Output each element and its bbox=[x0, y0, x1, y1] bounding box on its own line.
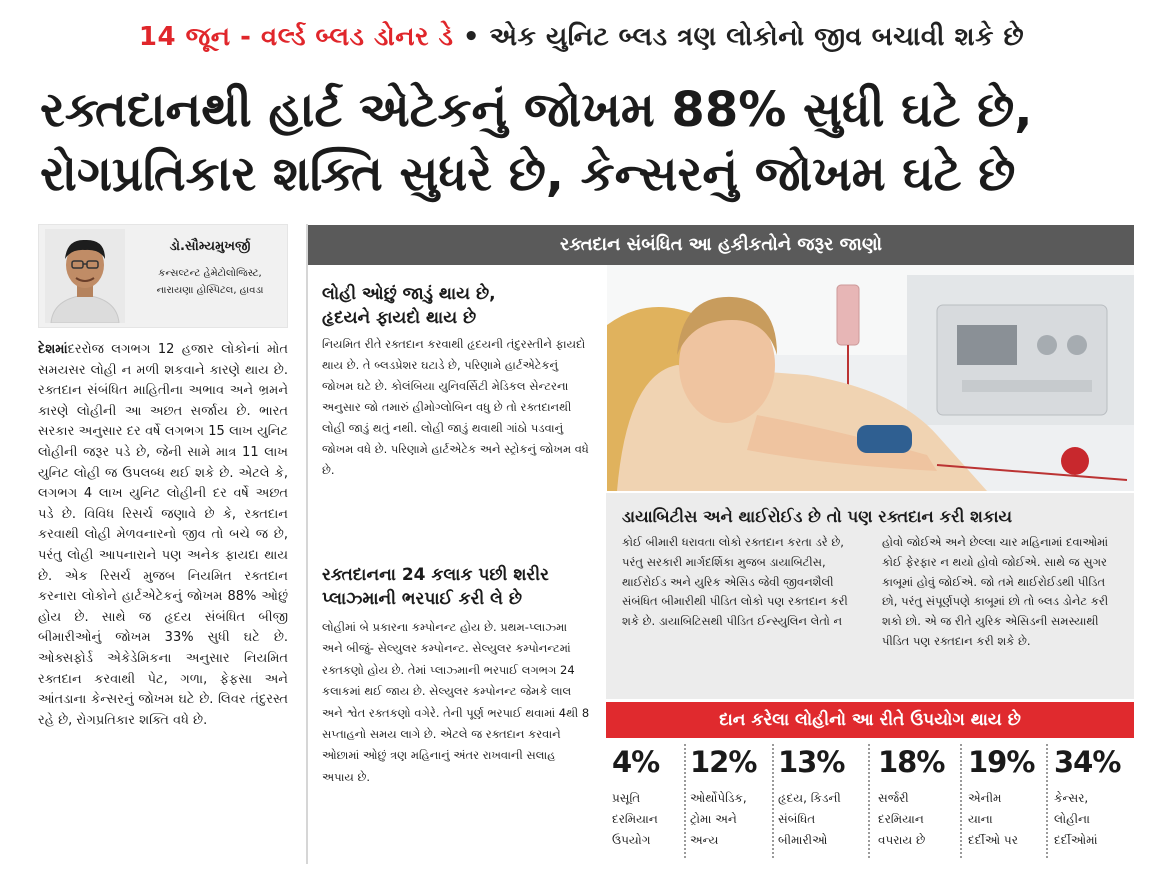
section-plasma-heading-1: રક્તદાનના 24 કલાક પછી શરીર bbox=[322, 565, 549, 585]
author-name: ડો.સૌમ્યમુખર્જી bbox=[169, 239, 251, 254]
stat-divider bbox=[868, 744, 870, 858]
section-plasma-body: લોહીમાં બે પ્રકારના કમ્પોનન્ટ હોય છે. પ્રથમ-પ્લાઝ્મા અને બીજું- સેલ્યુલર કમ્પોનન્ટ. સેલ્યુલર કમ્પોનન્ટમાં રક્તકણો હોય છે. તેમાં પ્લાઝ્માની ભરપાઈ લગભગ 24 કલાકમાં થઈ જાય છે. સેલ્યુલર કમ્પોનન્ટ જેમકે લાલ અને શ્વેત રક્તકણો વગેરે. તેની પૂર્ણ ભરપાઈ થવામાં 4થી 8 સપ્તાહનો સમય લાગે છે. એટલે જ રક્તદાન કરવાને ઓછામાં ઓછું ત્રણ મહિનાનું અંતર રાખવાની સલાહ અપાય છે. bbox=[322, 620, 590, 784]
usage-stat-label-2: દરમિયાન bbox=[878, 812, 924, 826]
stat-divider bbox=[684, 744, 686, 858]
blood-donation-photo bbox=[607, 265, 1134, 491]
usage-stat bbox=[778, 740, 862, 851]
section-thin-blood-heading-2: હૃદયને ફાયદો થાય છે bbox=[322, 308, 477, 328]
tagline-bullet: • bbox=[462, 22, 481, 52]
author-box bbox=[38, 224, 288, 328]
column-divider bbox=[306, 224, 308, 864]
usage-stat-label-1: કેન્સર, bbox=[1054, 791, 1089, 805]
usage-heading: દાન કરેલા લોહીનો આ રીતે ઉપયોગ થાય છે bbox=[606, 702, 1134, 738]
headline-line-2: રોગપ્રતિકાર શક્તિ સુધરે છે, કેન્સરનું જોખમ ઘટે છે bbox=[40, 146, 1016, 202]
usage-stat-label-2: દરમિયાન bbox=[612, 812, 658, 826]
author-title-line-2: નારાયણા હોસ્પિટલ, હાવડા bbox=[156, 285, 264, 296]
tagline-text: એક યુનિટ બ્લડ ત્રણ લોકોનો જીવ બચાવી શકે છે bbox=[489, 22, 1025, 52]
diabetes-text-col-1: કોઈ બીમારી ધરાવતા લોકો રક્તદાન કરતા ડરે છે, પરંતુ સરકારી માર્ગદર્શિકા મુજબ ડાયાબિટીસ, થાઈરોઈડ અને યુરિક એસિડ જેવી જીવનશૈલી સંબંધિત બીમારીથી પીડિત લોકો પણ રક્તદાન કરી શકે છે. ડાયાબિટિસથી પીડિત ઈન્સ્યુલિન લેતો ન bbox=[622, 535, 848, 629]
usage-stat-label-3: વપરાય છે bbox=[878, 833, 926, 847]
usage-stat-label-1: સર્જરી bbox=[878, 791, 909, 805]
diabetes-box bbox=[606, 493, 1134, 699]
top-tagline bbox=[0, 22, 1163, 53]
usage-stat-percent: 34% bbox=[1054, 745, 1121, 779]
author-title bbox=[135, 265, 285, 299]
usage-stat-label-2: લોહીના bbox=[1054, 812, 1090, 826]
usage-stat-label-1: પ્રસૂતિ bbox=[612, 791, 641, 805]
usage-stat-label-2: યાના bbox=[968, 812, 993, 826]
page-title bbox=[40, 78, 1130, 206]
stat-divider bbox=[960, 744, 962, 858]
usage-stat-percent: 19% bbox=[968, 745, 1035, 779]
author-title-line-1: કન્સલ્ટન્ટ હેમેટોલોજિસ્ટ, bbox=[158, 268, 262, 279]
intro-body: દરરોજ લગભગ 12 હજાર લોકોનાં મોત સમયસર લોહી ન મળી શકવાને કારણે થાય છે. રક્તદાન સંબંધિત માહિતીના અભાવ અને ભ્રમને કારણે લોહીની આ અછત સર્જાય છે. ભારત સરકાર અનુસાર દર વર્ષે લગભગ 15 લાખ યુનિટ લોહીની જરૂર પડે છે, જેની સામે માત્ર 11 લાખ યુનિટ લોહી જ ઉપલબ્ધ થઈ શકે છે. એટલે કે, લગભગ 4 લાખ યુનિટ લોહીની દર વર્ષે અછત પડે છે. વિવિધ રિસર્ચ જણાવે છે કે, રક્તદાન કરવાથી લોહી મેળવનારનો જીવ તો બચે જ છે, પરંતુ લોહી આપનારાને પણ અનેક ફાયદા થાય છે. એક રિસર્ચ મુજબ નિયમિત રક્તદાન કરનારા લોકોને હાર્ટએટેકનું જોખમ 88% ઓછું હોય છે. સાથે જ હૃદય સંબંધિત બીજી બીમારીઓનું જોખમ 33% સુધી ઘટે છે. ઓક્સફોર્ડ એકેડેમિકના અનુસાર નિયમિત રક્તદાન કરવાથી પેટ, ગળા, ફેફસા અને આંતડાના કેન્સરનું જોખમ ઘટે છે. લિવર તંદુરસ્ત રહે છે, રોગપ્રતિકાર શક્તિ વધે છે. bbox=[38, 342, 288, 728]
author-photo bbox=[45, 229, 125, 323]
usage-stat-label-1: હૃદય, કિડની bbox=[778, 791, 841, 805]
usage-stat-percent: 18% bbox=[878, 745, 945, 779]
usage-stat-label bbox=[690, 788, 774, 851]
usage-stat-label bbox=[778, 788, 862, 851]
usage-stat-label-3: અન્ય bbox=[690, 833, 719, 847]
usage-stat bbox=[1054, 740, 1132, 851]
usage-stat-label-2: ટ્રોમા અને bbox=[690, 812, 737, 826]
section-plasma-heading bbox=[322, 563, 590, 611]
diabetes-text-col-2: હોવો જોઈએ અને છેલ્લા ચાર મહિનામાં દવાઓમાં કોઈ ફેરફાર ન થયો હોવો જોઈએ. સાથે જ સુગર કાબૂમાં હોવું જોઈએ. જો તમે થાઈરોઈડથી પીડિત છો, પરંતુ સંપૂર્ણપણે કાબૂમાં છો તો બ્લડ ડોનેટ કરી શકો છો. એ જ રીતે યુરિક એસિડની સમસ્યાથી પીડિત પણ રક્તદાન કરી શકે છે. bbox=[882, 535, 1109, 648]
usage-stat-label bbox=[878, 788, 962, 851]
usage-stat-percent: 13% bbox=[778, 745, 845, 779]
usage-stat-label-3: ઉપયોગ bbox=[612, 833, 651, 847]
stat-divider bbox=[772, 744, 774, 858]
headline-line-1: રક્તદાનથી હાર્ટ એટેકનું જોખમ 88% સુધી ઘટે છે, bbox=[40, 82, 1033, 138]
section-plasma bbox=[322, 563, 590, 788]
usage-stat bbox=[690, 740, 774, 851]
section-thin-blood bbox=[322, 282, 590, 481]
section-thin-blood-heading bbox=[322, 282, 590, 330]
section-thin-blood-heading-1: લોહી ઓછું જાડું થાય છે, bbox=[322, 284, 496, 304]
usage-stat-percent: 4% bbox=[612, 745, 660, 779]
section-thin-blood-body: નિયમિત રીતે રક્તદાન કરવાથી હૃદયની તંદુરસ્તીને ફાયદો થાય છે. તે બ્લડપ્રેશર ઘટાડે છે, પરિણામે હાર્ટએટેકનું જોખમ ઘટે છે. કોલંબિયા યુનિવર્સિટી મેડિકલ સેન્ટરના અનુસાર જો તમારું હીમોગ્લોબિન વધુ છે તો રક્તદાનથી લોહી જાડું થતું નથી. લોહી જાડું થવાથી ગાંઠો પડવાનું જોખમ વધે છે. પરિણામે હાર્ટએટેક અને સ્ટ્રોકનું જોખમ વધે છે. bbox=[322, 337, 589, 477]
intro-article bbox=[38, 340, 288, 731]
diabetes-heading: ડાયાબિટીસ અને થાઈરોઈડ છે તો પણ રક્તદાન કરી શકાય bbox=[622, 507, 1013, 526]
usage-stat bbox=[878, 740, 962, 851]
usage-stats bbox=[606, 740, 1134, 864]
usage-stat-label bbox=[968, 788, 1052, 851]
usage-stat bbox=[968, 740, 1052, 851]
usage-stat-label-2: સંબંધિત bbox=[778, 812, 816, 826]
usage-stat-label-1: એનીમ bbox=[968, 791, 1002, 805]
intro-lead-word: દેશમાં bbox=[38, 342, 68, 357]
stat-divider bbox=[1046, 744, 1048, 858]
section-plasma-heading-2: પ્લાઝ્માની ભરપાઈ કરી લે છે bbox=[322, 589, 523, 609]
facts-banner: રક્તદાન સંબંધિત આ હકીકતોને જરૂર જાણો bbox=[308, 225, 1134, 265]
usage-stat-label-3: દર્દીઓમાં bbox=[1054, 833, 1098, 847]
usage-stat-percent: 12% bbox=[690, 745, 757, 779]
usage-stat-label bbox=[1054, 788, 1132, 851]
usage-stat-label-1: ઓર્થોપેડિક, bbox=[690, 791, 747, 805]
event-date: 14 જૂન - વર્લ્ડ બ્લડ ડોનર ડે bbox=[138, 22, 454, 52]
usage-stat-label-3: દર્દીઓ પર bbox=[968, 833, 1018, 847]
usage-stat-label-3: બીમારીઓ bbox=[778, 833, 828, 847]
